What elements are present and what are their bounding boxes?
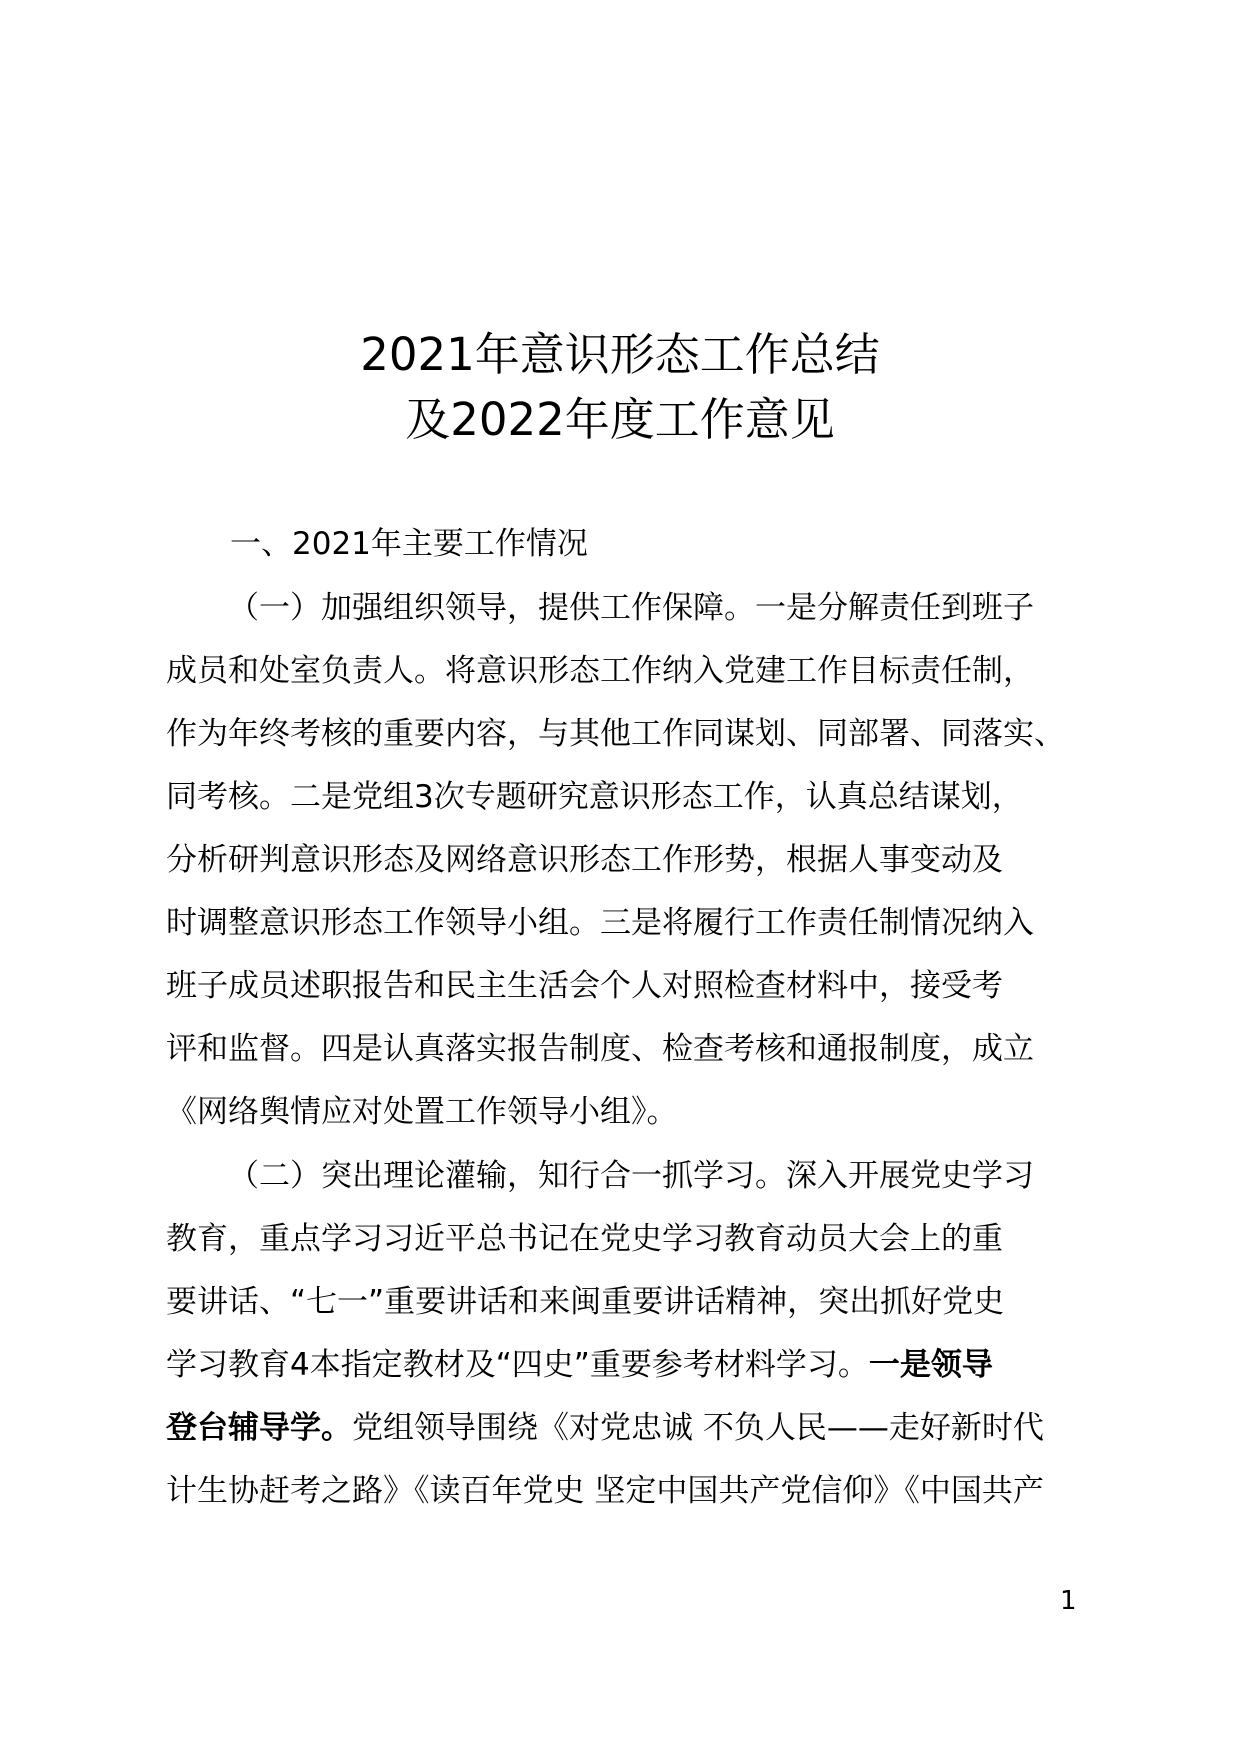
paragraph-line: 同考核。二是党组3次专题研究意识形态工作，认真总结谋划， [166, 779, 1023, 815]
paragraph-line: 成员和处室负责人。将意识形态工作纳入党建工作目标责任制， [166, 653, 1034, 689]
page-number: 1 [1060, 1586, 1077, 1616]
bold-emphasis: 一是领导 [868, 1347, 993, 1383]
paragraph-line [166, 1408, 1044, 1448]
section-heading: 一、2021年主要工作情况 [230, 526, 588, 562]
paragraph-line: 班子成员述职报告和民主生活会个人对照检查材料中，接受考 [166, 968, 1003, 1004]
paragraph-text: 学习教育4本指定教材及“四史”重要参考材料学习。 [166, 1347, 869, 1383]
paragraph-text: 党组领导围绕《对党忠诚 不负人民——走好新时代 [352, 1410, 1044, 1446]
bold-emphasis: 登台辅导学。 [166, 1410, 352, 1446]
paragraph-line [166, 1345, 993, 1385]
paragraph-line: 分析研判意识形态及网络意识形态工作形势，根据人事变动及 [166, 842, 1003, 878]
paragraph-line: 评和监督。四是认真落实报告制度、检查考核和通报制度，成立 [166, 1031, 1034, 1067]
paragraph-line: 作为年终考核的重要内容，与其他工作同谋划、同部署、同落实、 [166, 716, 1065, 752]
paragraph-line: 《网络舆情应对处置工作领导小组》。 [166, 1094, 678, 1130]
paragraph-line: 要讲话、“七一”重要讲话和来闽重要讲话精神，突出抓好党史 [166, 1284, 1005, 1320]
paragraph-line: 教育，重点学习习近平总书记在党史学习教育动员大会上的重 [166, 1221, 1003, 1257]
paragraph-line: 时调整意识形态工作领导小组。三是将履行工作责任制情况纳入 [166, 905, 1034, 941]
paragraph-line: （一）加强组织领导，提供工作保障。一是分解责任到班子 [228, 590, 1034, 626]
paragraph-line: 计生协赶考之路》《读百年党史 坚定中国共产党信仰》《中国共产 [166, 1473, 1044, 1509]
document-title-line-1: 2021年意识形态工作总结 [360, 328, 880, 381]
paragraph-line: （二）突出理论灌输，知行合一抓学习。深入开展党史学习 [228, 1158, 1034, 1194]
document-title-line-2: 及2022年度工作意见 [405, 393, 835, 446]
